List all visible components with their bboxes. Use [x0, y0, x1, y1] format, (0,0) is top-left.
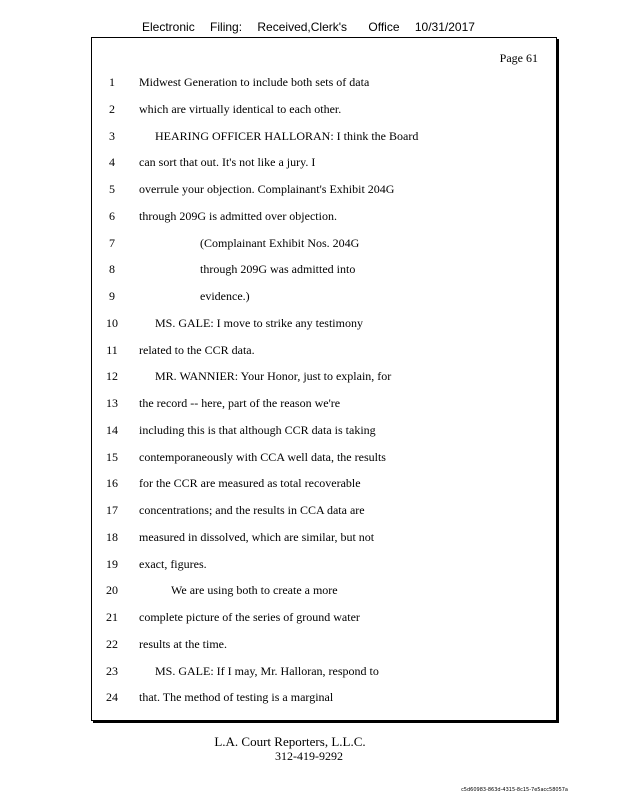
transcript-line: HEARING OFFICER HALLORAN: I think the Board	[155, 128, 419, 143]
page-number: Page 61	[499, 51, 538, 65]
transcript-line: measured in dissolved, which are similar, but not	[139, 529, 375, 544]
transcript-line: which are virtually identical to each other.	[139, 101, 342, 116]
transcript-page	[91, 37, 557, 721]
transcript-line: concentrations; and the results in CCA data are	[139, 503, 365, 517]
line-number: 16	[106, 476, 118, 491]
line-number-column	[92, 75, 132, 717]
court-reporter-name: L.A. Court Reporters, L.L.C.	[214, 734, 366, 749]
transcript-line: MR. WANNIER: Your Honor, just to explain, for	[155, 369, 392, 384]
transcript-line: can sort that out. It's not like a jury. I	[139, 155, 316, 170]
filing-received: Received,Clerk's	[257, 20, 348, 34]
transcript-line: related to the CCR data.	[139, 342, 255, 357]
transcript-body	[139, 75, 544, 717]
line-number: 9	[109, 289, 115, 303]
transcript-line: the record -- here, part of the reason we're	[139, 396, 341, 410]
filing-date: 10/31/2017	[414, 20, 475, 34]
line-number: 22	[106, 636, 118, 651]
line-number: 21	[106, 610, 118, 624]
transcript-line: (Complainant Exhibit Nos. 204G	[200, 235, 360, 250]
transcript-line: for the CCR are measured as total recoverable	[139, 476, 361, 491]
line-number: 18	[106, 529, 118, 544]
line-number: 2	[109, 101, 115, 116]
line-number: 3	[109, 128, 115, 143]
transcript-line: We are using both to create a more	[171, 583, 338, 598]
line-number: 6	[109, 208, 115, 223]
line-number: 13	[106, 396, 118, 410]
filing-filing: Filing:	[210, 20, 243, 34]
line-number: 20	[106, 583, 118, 598]
transcript-line: Midwest Generation to include both sets of data	[139, 75, 370, 89]
line-number: 1	[109, 75, 115, 89]
transcript-line: contemporaneously with CCA well data, the results	[139, 449, 386, 464]
filing-stamp	[142, 20, 487, 34]
line-number: 14	[106, 422, 118, 437]
transcript-line: overrule your objection. Complainant's Exhibit 204G	[139, 182, 395, 196]
line-number: 15	[106, 449, 118, 464]
transcript-line: MS. GALE: If I may, Mr. Halloran, respond to	[155, 663, 379, 678]
court-reporter-phone: 312-419-9292	[275, 749, 343, 763]
transcript-line: including this is that although CCR data is taking	[139, 422, 376, 437]
line-number: 19	[106, 556, 118, 571]
transcript-line: evidence.)	[200, 289, 250, 303]
filing-office: Office	[368, 20, 400, 34]
line-number: 10	[106, 315, 118, 330]
line-number: 24	[106, 690, 118, 705]
transcript-line: results at the time.	[139, 636, 227, 651]
line-number: 4	[109, 155, 115, 170]
transcript-line: through 209G was admitted into	[200, 262, 356, 277]
line-number: 5	[109, 182, 115, 196]
line-number: 8	[109, 262, 115, 277]
line-number: 11	[106, 342, 118, 357]
transcript-line: complete picture of the series of ground water	[139, 610, 360, 624]
transcript-line: exact, figures.	[139, 556, 207, 571]
transcript-line: MS. GALE: I move to strike any testimony	[155, 315, 363, 330]
filing-electronic: Electronic	[142, 20, 195, 34]
line-number: 23	[106, 663, 118, 678]
transcript-line: that. The method of testing is a marginal	[139, 690, 334, 705]
line-number: 12	[106, 369, 118, 384]
document-hash: c5d60983-863d-4315-8c15-7e5acc58057a	[461, 787, 568, 793]
transcript-line: through 209G is admitted over objection.	[139, 208, 337, 223]
line-number: 7	[109, 235, 115, 250]
line-number: 17	[106, 503, 118, 517]
